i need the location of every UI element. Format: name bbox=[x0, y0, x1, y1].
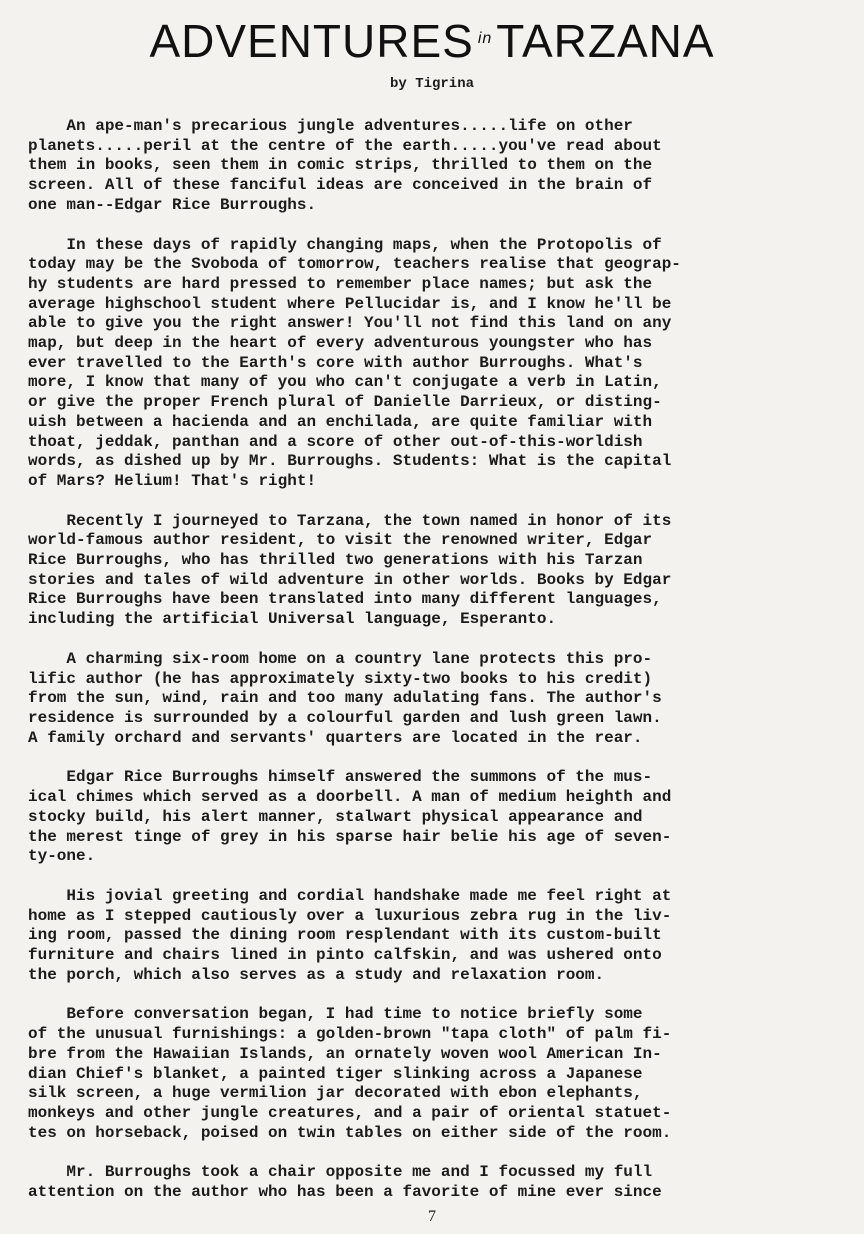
text-line: hy students are hard pressed to remember place names; but ask the bbox=[28, 274, 653, 293]
article-title bbox=[0, 14, 864, 68]
paragraph-6 bbox=[28, 887, 824, 986]
paragraph-4 bbox=[28, 650, 824, 749]
text-line: stocky build, his alert manner, stalwart physical appearance and bbox=[28, 807, 643, 826]
article-body bbox=[28, 117, 824, 1223]
text-line: stories and tales of wild adventure in other worlds. Books by Edgar bbox=[28, 570, 672, 589]
text-line: screen. All of these fanciful ideas are conceived in the brain of bbox=[28, 176, 653, 195]
paragraph-5 bbox=[28, 768, 824, 867]
text-line: A family orchard and servants' quarters are located in the rear. bbox=[28, 728, 643, 747]
text-line: average highschool student where Pellucidar is, and I know he'll be bbox=[28, 294, 672, 313]
text-line: residence is surrounded by a colourful garden and lush green lawn. bbox=[28, 708, 662, 727]
text-line: map, but deep in the heart of every adventurous youngster who has bbox=[28, 334, 653, 353]
text-line: furniture and chairs lined in pinto calfskin, and was ushered onto bbox=[28, 946, 662, 965]
text-line: of the unusual furnishings: a golden-brown "tapa cloth" of palm fi- bbox=[28, 1025, 672, 1044]
text-line: attention on the author who has been a favorite of mine ever since bbox=[28, 1183, 662, 1202]
text-line: able to give you the right answer! You'll not find this land on any bbox=[28, 314, 672, 333]
text-line: ical chimes which served as a doorbell. A man of medium heighth and bbox=[28, 788, 672, 807]
text-line: Recently I journeyed to Tarzana, the town named in honor of its bbox=[28, 511, 672, 530]
text-line: one man--Edgar Rice Burroughs. bbox=[28, 195, 317, 214]
text-line: the porch, which also serves as a study and relaxation room. bbox=[28, 965, 605, 984]
text-line: lific author (he has approximately sixty-two books to his credit) bbox=[28, 669, 653, 688]
byline: by Tigrina bbox=[389, 76, 474, 92]
text-line: Before conversation began, I had time to notice briefly some bbox=[28, 1005, 643, 1024]
text-line: uish between a hacienda and an enchilada, are quite familiar with bbox=[28, 412, 653, 431]
text-line: words, as dished up by Mr. Burroughs. Students: What is the capital bbox=[28, 452, 672, 471]
title-part-in: in bbox=[477, 30, 493, 47]
title-part-tarzana: TARZANA bbox=[496, 15, 715, 67]
text-line: tes on horseback, poised on twin tables on either side of the room. bbox=[28, 1123, 672, 1142]
text-line: Mr. Burroughs took a chair opposite me and I focussed my full bbox=[28, 1163, 653, 1182]
text-line: In these days of rapidly changing maps, when the Protopolis of bbox=[28, 235, 662, 254]
text-line: including the artificial Universal language, Esperanto. bbox=[28, 610, 557, 629]
text-line: the merest tinge of grey in his sparse hair belie his age of seven- bbox=[28, 827, 672, 846]
text-line: planets.....peril at the centre of the earth.....you've read about bbox=[28, 136, 662, 155]
text-line: or give the proper French plural of Danielle Darrieux, or disting- bbox=[28, 393, 662, 412]
paragraph-8 bbox=[28, 1163, 824, 1202]
text-line: thoat, jeddak, panthan and a score of other out-of-this-worldish bbox=[28, 432, 643, 451]
text-line: home as I stepped cautiously over a luxurious zebra rug in the liv- bbox=[28, 906, 672, 925]
paragraph-1 bbox=[28, 117, 824, 216]
text-line: Rice Burroughs, who has thrilled two generations with his Tarzan bbox=[28, 551, 643, 570]
text-line: monkeys and other jungle creatures, and a pair of oriental statuet- bbox=[28, 1103, 672, 1122]
paragraph-2 bbox=[28, 236, 824, 492]
text-line: world-famous author resident, to visit the renowned writer, Edgar bbox=[28, 531, 653, 550]
text-line: Rice Burroughs have been translated into many different languages, bbox=[28, 590, 662, 609]
text-line: dian Chief's blanket, a painted tiger slinking across a Japanese bbox=[28, 1064, 643, 1083]
paragraph-7 bbox=[28, 1005, 824, 1143]
paragraph-3 bbox=[28, 512, 824, 630]
text-line: Edgar Rice Burroughs himself answered the summons of the mus- bbox=[28, 768, 653, 787]
text-line: more, I know that many of you who can't conjugate a verb in Latin, bbox=[28, 373, 662, 392]
text-line: bre from the Hawaiian Islands, an ornately woven wool American In- bbox=[28, 1044, 662, 1063]
text-line: ever travelled to the Earth's core with author Burroughs. What's bbox=[28, 353, 643, 372]
text-line: An ape-man's precarious jungle adventures.....life on other bbox=[28, 117, 633, 135]
page-number: 7 bbox=[428, 1208, 436, 1225]
text-line: silk screen, a huge vermilion jar decorated with ebon elephants, bbox=[28, 1084, 643, 1103]
text-line: His jovial greeting and cordial handshake made me feel right at bbox=[28, 886, 672, 905]
text-line: A charming six-room home on a country lane protects this pro- bbox=[28, 649, 653, 668]
text-line: ty-one. bbox=[28, 847, 96, 866]
text-line: of Mars? Helium! That's right! bbox=[28, 471, 317, 490]
text-line: from the sun, wind, rain and too many adulating fans. The author's bbox=[28, 689, 662, 708]
text-line: them in books, seen them in comic strips, thrilled to them on the bbox=[28, 156, 653, 175]
title-part-adventures: ADVENTURES bbox=[149, 15, 474, 67]
text-line: ing room, passed the dining room resplendant with its custom-built bbox=[28, 926, 662, 945]
text-line: today may be the Svoboda of tomorrow, teachers realise that geograp- bbox=[28, 255, 681, 274]
